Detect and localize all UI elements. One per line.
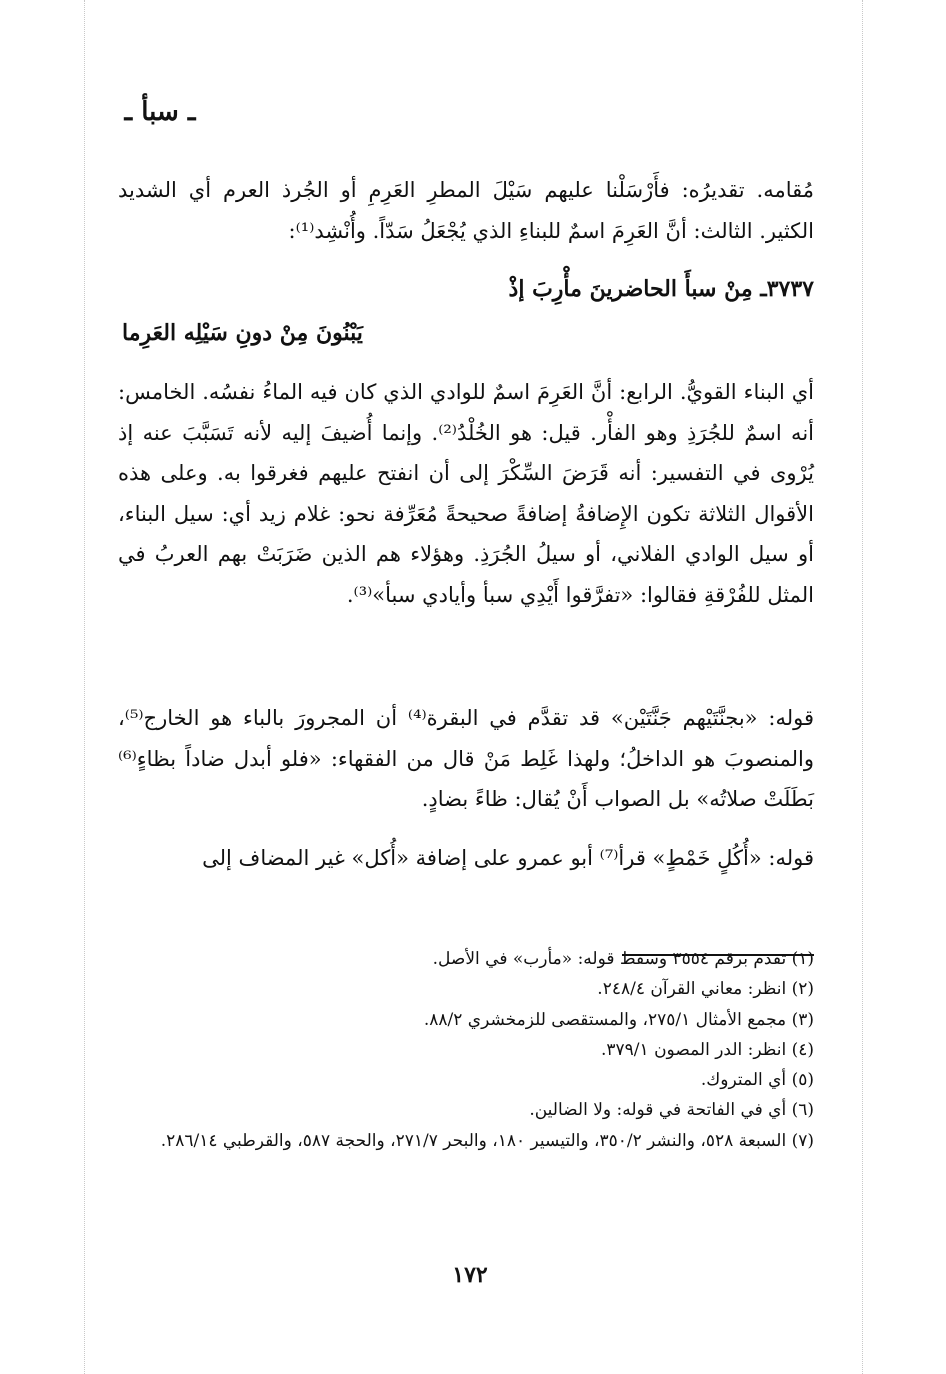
- page-number: ١٧٢: [452, 1262, 488, 1288]
- footnote-number: (٧): [791, 1130, 814, 1151]
- footnote-number: (٣): [791, 1009, 814, 1030]
- footnote-text: مجمع الأمثال ٢٧٥/١، والمستقصى للزمخشري ٨٨/٢.: [423, 1009, 787, 1030]
- verse-hemistich-1: مِنْ سبأَ الحاضرينَ مأْرِبَ إذْ: [508, 276, 753, 302]
- paragraph-1: مُقامه. تقديرُه: فأَرْسَلْنا عليهم سَيْلَ المطرِ العَرِمِ أو الجُرذ العرم أي الشديد الكثير. الثالث: أنَّ العَرِمَ اسمٌ للبناءِ الذي يُجْعَلُ سَدّاً. وأُنْشِد⁽¹⁾:: [118, 178, 814, 243]
- footnote-text: أي في الفاتحة في قوله: ولا الضالين.: [529, 1100, 787, 1121]
- page-edge-right: [862, 0, 863, 1374]
- footnote-number: (٥): [791, 1070, 814, 1091]
- paragraph-2: أي البناء القويُّ. الرابع: أنَّ العَرِمَ اسمٌ للوادي الذي كان فيه الماءُ نفسُه. الخامس: أنه اسمٌ للجُرَذِ وهو الفأْر. قيل: هو الخُلْدُ⁽²⁾. وإنما أُضيفَ إليه لأنه تَسَبَّبَ عنه إذ يُرْوى في التفسير: أنه قَرَضَ السِّكْرَ إلى أن انفتح عليهم فغرقوا به. وعلى هذه الأقوال الثلاثة تكون الإِضافةُ إضافةً صحيحةً مُعَرِّفة نحو: غلام زيد أي: سيل البناء، أو سيل الوادي الفلاني، أو سيلُ الجُرَذِ. وهؤلاء هم الذين ضَرَبَتْ بهم العربُ في المثل للفُرْقةِ فقالوا: «تفرَّقوا أَيْدِي سبأ وأيادي سبأ»⁽³⁾.: [118, 380, 814, 607]
- footnote: [118, 1095, 814, 1125]
- footnote-text: انظر: الدر المصون ٣٧٩/١.: [601, 1039, 787, 1060]
- verse-line-2: يَبْنُونَ مِنْ دونِ سَيْلِه العَرِما: [122, 320, 363, 346]
- footnote: [118, 1126, 814, 1156]
- verse-line-1: [509, 276, 814, 302]
- footnote: [118, 974, 814, 1004]
- footnote: [118, 1035, 814, 1065]
- footnote-text: انظر: معاني القرآن ٢٤٨/٤.: [597, 979, 787, 1000]
- paragraph-3: قوله: «بجنَّتَيْهم جَنَّتَيْن» قد تقدَّم في البقرة⁽⁴⁾ أن المجرورَ بالباء هو الخارج⁽⁵⁾، والمنصوبَ هو الداخلُ؛ ولهذا غَلِط مَنْ قال من الفقهاء: «فلو أبدل ضاداً بظاءٍ⁽⁶⁾ بَطَلَتْ صلاتُه» بل الصواب أَنْ يُقال: ظاءً بضادٍ.: [118, 706, 814, 811]
- footnote: [118, 1005, 814, 1035]
- footnote-number: (٤): [791, 1039, 814, 1060]
- verse-number: ٣٧٣٧ـ: [760, 276, 814, 302]
- footnote: [118, 944, 814, 974]
- footnote-text: أي المتروك.: [700, 1070, 787, 1091]
- footnote-text: السبعة ٥٢٨، والنشر ٣٥٠/٢، والتيسير ١٨٠، والبحر ٢٧١/٧، والحجة ٥٨٧، والقرطبي ٢٨٦/١٤.: [160, 1130, 787, 1151]
- footnote-number: (٢): [791, 979, 814, 1000]
- footnote-number: (٦): [791, 1100, 814, 1121]
- paragraph-4: قوله: «أُكُلٍ خَمْطٍ» قرأ⁽⁷⁾ أبو عمرو على إضافة «أُكل» غير المضاف إلى: [202, 846, 814, 870]
- footnote-text: تقدم برقم ٣٥٥٤ وسقط قوله: «مأرب» في الأصل.: [432, 949, 787, 969]
- running-header: ـ سبأ ـ: [124, 97, 196, 127]
- page-edge-left: [84, 0, 85, 1374]
- footnote: [118, 1065, 814, 1095]
- footnotes: [118, 944, 814, 1156]
- footnote-number: (١): [791, 949, 814, 969]
